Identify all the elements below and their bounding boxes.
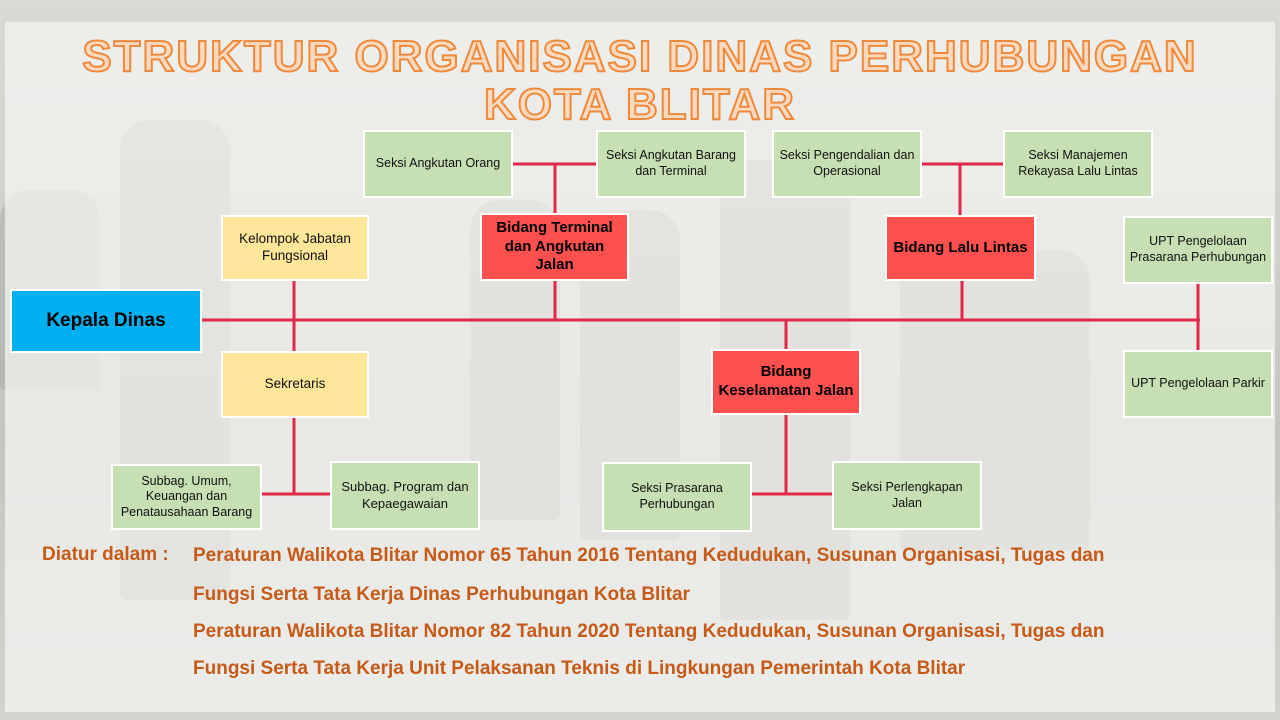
regulation-line-1: Peraturan Walikota Blitar Nomor 65 Tahun 2016 Tentang Kedudukan, Susunan Organisasi, Tugas dan: [193, 545, 1105, 566]
seksi-manajemen-box: Seksi Manajemen Rekayasa Lalu Lintas: [1003, 130, 1153, 198]
upt-prasarana-box: UPT Pengelolaan Prasarana Perhubungan: [1123, 216, 1273, 284]
regulation-line-2: Fungsi Serta Tata Kerja Dinas Perhubungan Kota Blitar: [193, 584, 690, 605]
seksi-pengendalian-box: Seksi Pengendalian dan Operasional: [772, 130, 922, 198]
subbag-umum-box: Subbag. Umum, Keuangan dan Penatausahaan Barang: [111, 464, 262, 530]
page-title-line1: STRUKTUR ORGANISASI DINAS PERHUBUNGAN: [82, 32, 1198, 81]
upt-parkir-box: UPT Pengelolaan Parkir: [1123, 350, 1273, 418]
bidang-lalu-lintas-box: Bidang Lalu Lintas: [885, 215, 1036, 281]
seksi-angkutan-orang-box: Seksi Angkutan Orang: [363, 130, 513, 198]
seksi-prasarana-box: Seksi Prasarana Perhubungan: [602, 462, 752, 532]
kepala-dinas-box: Kepala Dinas: [10, 289, 202, 353]
sekretaris-box: Sekretaris: [221, 351, 369, 418]
bidang-terminal-box: Bidang Terminal dan Angkutan Jalan: [480, 213, 629, 281]
seksi-perlengkapan-box: Seksi Perlengkapan Jalan: [832, 461, 982, 530]
footer-label: Diatur dalam :: [42, 544, 169, 565]
kelompok-jabatan-box: Kelompok Jabatan Fungsional: [221, 215, 369, 281]
seksi-angkutan-barang-box: Seksi Angkutan Barang dan Terminal: [596, 130, 746, 198]
subbag-program-box: Subbag. Program dan Kepaegawaian: [330, 461, 480, 530]
page-title-line2: KOTA BLITAR: [483, 80, 797, 129]
bidang-keselamatan-box: Bidang Keselamatan Jalan: [711, 349, 861, 415]
regulation-line-3: Peraturan Walikota Blitar Nomor 82 Tahun 2020 Tentang Kedudukan, Susunan Organisasi, Tugas dan: [193, 621, 1105, 642]
regulation-line-4: Fungsi Serta Tata Kerja Unit Pelaksanan Teknis di Lingkungan Pemerintah Kota Blitar: [193, 658, 966, 679]
